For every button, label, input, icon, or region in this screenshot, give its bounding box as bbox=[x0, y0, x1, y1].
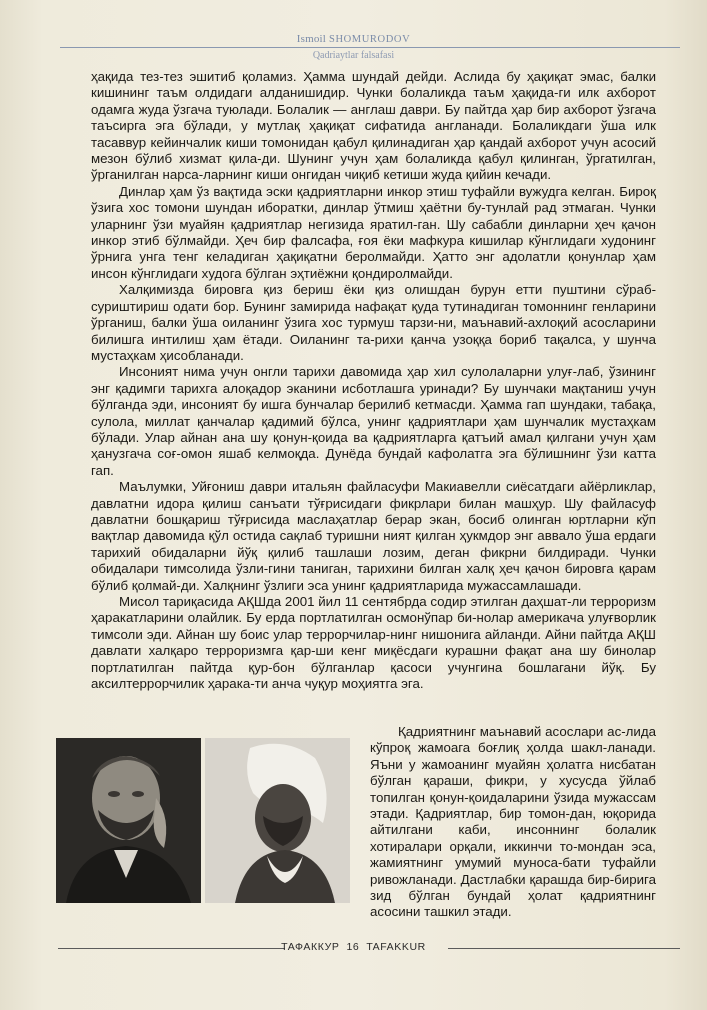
author-last-name: SHOMURODOV bbox=[329, 34, 411, 45]
main-text-column bbox=[91, 69, 656, 692]
side-paragraph: Қадриятнинг маънавий асослари ас-лида кўпроқ жамоага боғлиқ ҳолда шакл-ланади. Яъни у жамоанинг муайян ҳолатга нисбатан бўлган қараши, фикри, у хусусда ўйлаб топилган қонун-қоидаларини ўзида мужассам этади. Қадриятлар, бир томон-дан, юқорида айтилгани каби, инсоннинг болалик хотиралари орқали, иккинчи то-мондан эса, жамиятнинг умумий муноса-бати туфайли ривожланади. Дастлабки қарашда бир-бирига зид бўлган бундай ҳолат қадриятнинг асосини ташкил этади. bbox=[370, 724, 656, 920]
paragraph-4: Инсоният нима учун онгли тарихи давомида ҳар хил сулолаларни улуғ-лаб, ўзининг энг қадимги тарихга алоқадор эканини исботлашга уринади? Бу шунчаки мақтаниш учун бўлганда эди, инсоният бу ишга бунчалар берилиб кетмасди. Ҳамма гап шундаки, табақа, сулола, миллат қанчалар қадимий бўлса, унинг қадриятлари ҳам шунчалик мустаҳкам бўлади. Улар айнан ана шу қонун-қоида ва қадриятларга қатъий амал қилгани учун ҳам ҳанузгача соғ-омон яшаб келмоқда. Дунёда бундай кафолатга эга бўлишнинг ўзи катта гап. bbox=[91, 364, 656, 478]
page-footer: ТАФАККУР 16 TAFAKKUR bbox=[281, 941, 426, 953]
paragraph-2: Динлар ҳам ўз вақтида эски қадриятларни инкор этиш туфайли вужудга келган. Бироқ ўзига хос томони шундан иборатки, динлар ўтмиш ҳаётни бу-тунлай рад этмаган. Чунки уларнинг ўзи муайян қадриятлар негизида яратил-ган. Шу сабабли динларни ҳеч қачон инкор этиб бўлмайди. Ҳеч бир фалсафа, ғоя ёки мафкура кишилар кўнглидаги худонинг ўрнига унга тенг келадиган ҳақиқатни беролмайди. Ҳатто энг адолатли қонунлар ҳам инсон кўнглидаги худога бўлган эҳтиёжни қондиролмайди. bbox=[91, 183, 656, 281]
paragraph-6: Мисол тариқасида АҚШда 2001 йил 11 сентябрда содир этилган даҳшат-ли терроризм ҳаракатларини олайлик. Бу ерда портлатилган осмонўпар би-нолар америкача улуғворлик тимсоли эди. Айнан шу боис улар террорчилар-нинг нишонига айланди. Айни пайтда АҚШ давлати халқаро терроризмга қар-ши кенг миқёсдаги курашни фақат ана шу бинолар портлатилган пайтда қур-бон бўлганлар қасоси учунгина бошлагани йўқ. Бу аксилтеррорчилик ҳарака-ти анча чуқур моҳиятга эга. bbox=[91, 594, 656, 692]
portrait-left-drawing bbox=[56, 738, 201, 903]
paragraph-3: Халқимизда бировга қиз бериш ёки қиз олишдан бурун етти пуштини сўраб-суриштириш одати бор. Бунинг замирида нафақат қуда тутинадиган томоннинг генларини ўрганиш, балки ўша оиланинг ўзига хос турмуш тарзи-ни, маънавий-ахлоқий асосларини билишга интилиш ҳам ётади. Оиланинг та-рихи қанча узоққа бориб тақалса, у шунча мустаҳкам ҳисобланади. bbox=[91, 282, 656, 363]
portrait-right-drawing bbox=[205, 738, 350, 903]
header-rule bbox=[60, 47, 680, 48]
portrait-photo-left bbox=[56, 738, 201, 903]
portrait-photo-right bbox=[205, 738, 350, 903]
paragraph-5: Маълумки, Уйғониш даври итальян файласуфи Макиавелли сиёсатдаги айёрликлар, давлатни идора қилиш санъати тўғрисидаги фикрлари билан машҳур. Шу файласуф давлатни бошқариш тўғрисида маслаҳатлар берар экан, босиб олинган юртларни кўп вақтлар давомида қўл остида сақлаб туришни ният қилган ҳукмдор энг аввало ўша ердаги тарихий обидаларни йўқ қилиб ташлаши лозим, деган фикрни билдиради. Чунки обидалари тимсолида ўзли-гини таниган, тарихини билган халқ ҳеч қачон бировга қарам бўлиб қолмай-ди. Халқнинг ўзлиги эса унинг қадриятларида мужассамлашади. bbox=[91, 479, 656, 593]
paragraph-1: ҳақида тез-тез эшитиб қоламиз. Ҳамма шундай дейди. Аслида бу ҳақиқат эмас, балки кишининг таъм олдидаги алданишидир. Чунки болаликда таъм ҳақида-ги илк ахборот одамга жуда ўзгача туюлади. Болалик — англаш даври. Бу пайтда ҳар бир ахборот ўзгача таъсирга эга бўлади, у мутлақ ҳақиқат сифатида англанади. Болаликдаги ўша илк тасаввур кейинчалик киши томонидан қабул қилинадиган ҳар қандай ахборот учун асосий мезон бўлиб хизмат қила-ди. Шунинг учун ҳам болаликда қабул қилинган, ўргатилган, ўрганилган нарса-ларнинг киши онгидан чиқиб кетиши жуда қийин кечади. bbox=[91, 69, 656, 183]
side-text-column bbox=[370, 724, 656, 921]
author-first-name: Ismoil bbox=[296, 33, 327, 45]
running-header-author bbox=[0, 33, 707, 45]
running-header-title: Qadriaytlar falsafasi bbox=[312, 50, 395, 61]
